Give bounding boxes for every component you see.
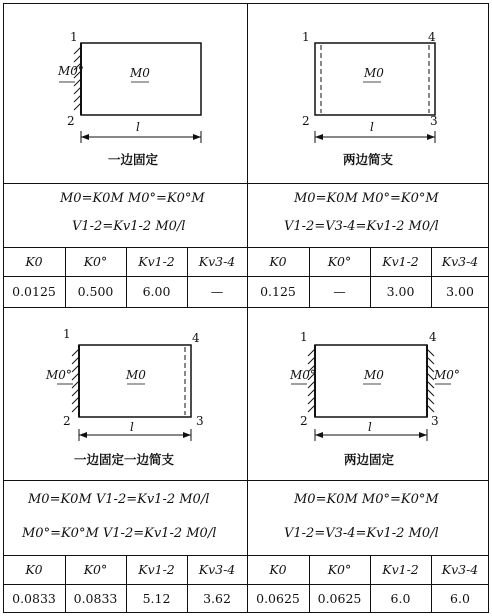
- header-cell: K0°: [83, 254, 108, 269]
- fixed-moment-label: M0°: [46, 368, 72, 382]
- corner-label: 1: [70, 30, 78, 44]
- divider: [3, 480, 489, 481]
- span-moment-label: M0: [364, 368, 384, 382]
- value-cell: 0.0125: [12, 284, 56, 299]
- corner-label: 4: [429, 330, 437, 344]
- formula-line: M0°=K0°M V1-2=Kv1-2 M0/l: [22, 526, 217, 541]
- span-moment-label: M0: [126, 368, 146, 382]
- value-cell: 6.00: [142, 284, 171, 299]
- header-cell: K0: [25, 562, 43, 577]
- header-cell: K0: [269, 254, 287, 269]
- corner-label: 1: [300, 330, 308, 344]
- header-cell: K0°: [327, 254, 352, 269]
- header-cell: Kv3-4: [198, 254, 236, 269]
- value-cell: 0.0833: [12, 591, 56, 606]
- panel-4-caption: 两边固定: [344, 452, 395, 467]
- value-cell: 0.0833: [73, 591, 118, 606]
- corner-label: 3: [196, 414, 204, 428]
- span-moment-label: M0: [130, 66, 150, 80]
- value-cell: 0.125: [260, 284, 296, 299]
- panel-3-caption: 一边固定一边简支: [74, 452, 175, 467]
- header-cell: Kv1-2: [138, 254, 175, 269]
- corner-label: 2: [63, 414, 71, 428]
- value-cell: —: [210, 284, 224, 299]
- corner-label: 2: [300, 414, 308, 428]
- span-length-label: l: [130, 420, 134, 434]
- header-cell: Kv1-2: [138, 562, 175, 577]
- corner-label: 4: [428, 30, 436, 44]
- formula-line: V1-2=V3-4=Kv1-2 M0/l: [284, 219, 439, 234]
- corner-label: 3: [431, 414, 439, 428]
- header-cell: K0: [25, 254, 43, 269]
- fixed-moment-label: M0°: [434, 368, 460, 382]
- span-length-label: l: [368, 420, 372, 434]
- span-length-label: l: [370, 120, 374, 134]
- value-cell: 0.500: [77, 284, 114, 299]
- corner-label: 2: [302, 114, 310, 128]
- value-cell: 0.0625: [256, 591, 300, 606]
- corner-label: 4: [192, 331, 200, 345]
- span-moment-label: M0: [364, 66, 384, 80]
- header-cell: K0: [269, 562, 287, 577]
- corner-label: 2: [67, 114, 75, 128]
- fixed-moment-label: M0°: [58, 64, 84, 78]
- value-cell: 5.12: [142, 591, 171, 606]
- panel-2-caption: 两边简支: [343, 152, 394, 167]
- value-cell: —: [333, 284, 346, 299]
- header-cell: Kv3-4: [198, 562, 236, 577]
- formula-line: V1-2=V3-4=Kv1-2 M0/l: [284, 526, 439, 541]
- value-cell: 6.0: [390, 591, 411, 606]
- corner-label: 3: [430, 114, 438, 128]
- formula-line: M0=K0M M0°=K0°M: [60, 191, 205, 206]
- header-cell: Kv1-2: [382, 562, 419, 577]
- value-cell: 3.62: [203, 591, 231, 606]
- formula-line: M0=K0M V1-2=Kv1-2 M0/l: [28, 492, 210, 507]
- corner-label: 1: [63, 327, 71, 341]
- header-cell: Kv3-4: [441, 562, 479, 577]
- value-cell: 3.00: [446, 284, 474, 299]
- formula-line: V1-2=Kv1-2 M0/l: [72, 219, 186, 234]
- formula-line: M0=K0M M0°=K0°M: [294, 191, 439, 206]
- formula-line: M0=K0M M0°=K0°M: [294, 492, 439, 507]
- header-cell: K0°: [327, 562, 352, 577]
- fixed-moment-label: M0°: [290, 368, 316, 382]
- value-cell: 3.00: [386, 284, 415, 299]
- header-cell: Kv3-4: [441, 254, 479, 269]
- header-cell: Kv1-2: [382, 254, 419, 269]
- corner-label: 1: [302, 30, 310, 44]
- span-length-label: l: [136, 120, 140, 134]
- panel-1-caption: 一边固定: [108, 152, 159, 167]
- header-cell: K0°: [83, 562, 108, 577]
- value-cell: 6.0: [450, 591, 470, 606]
- value-cell: 0.0625: [317, 591, 362, 606]
- divider: [3, 183, 489, 184]
